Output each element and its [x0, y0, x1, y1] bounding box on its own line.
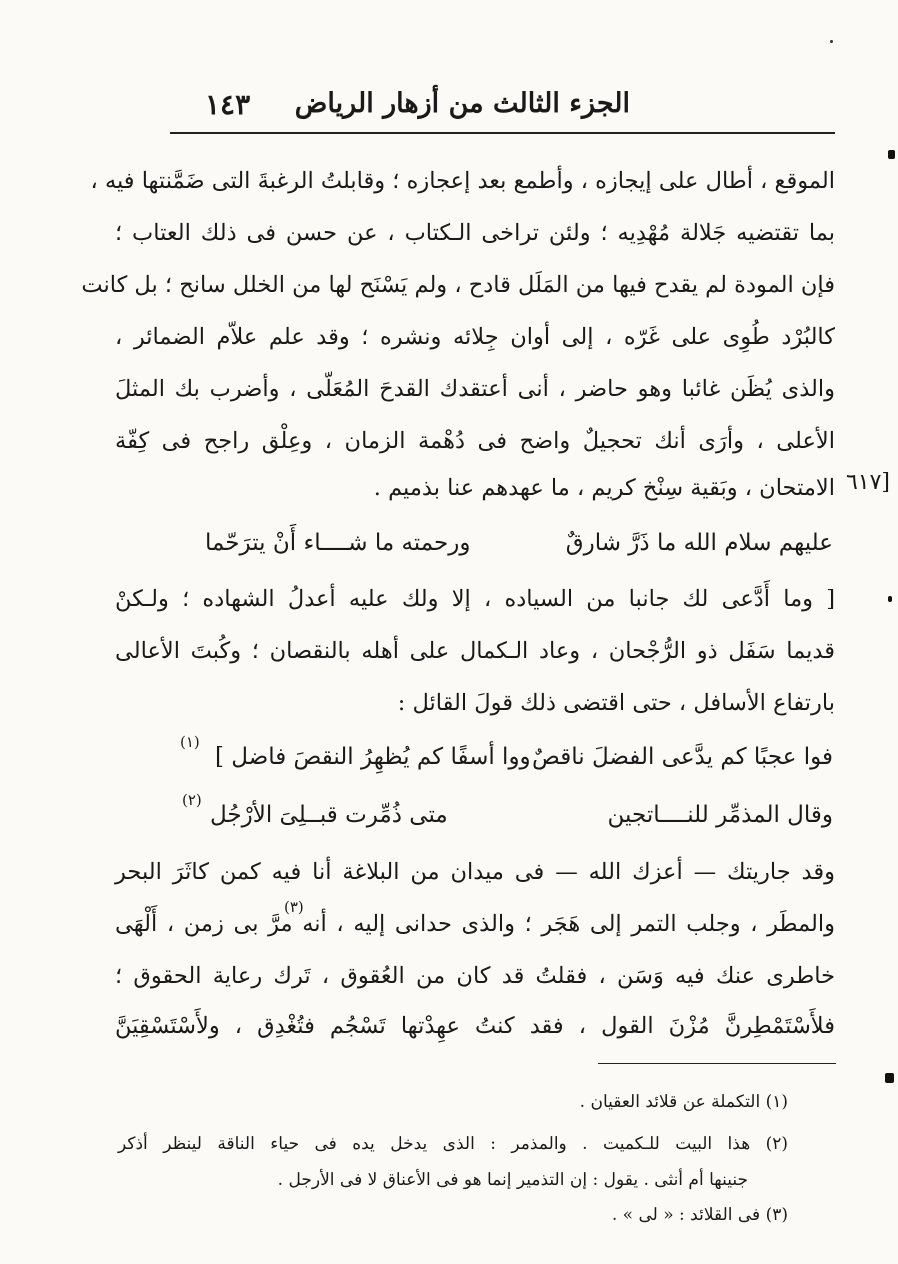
verse-3-right: وقال المذمِّر للنــــاتجين — [607, 802, 833, 828]
body-line: قديما سَفَل ذو الرُّجْحان ، وعاد الـكمال على أهله بالنقصان ؛ وكُبتَ الأعالى — [115, 638, 835, 664]
verse-1-right: عليهم سلام الله ما ذَرَّ شارقٌ — [565, 530, 833, 556]
body-line: وقد جاريتك — أعزك الله — فى ميدان من البلاغة أنا فيه كمن كاثَرَ البحر — [115, 859, 835, 885]
footnote-ref-1: (١) — [180, 733, 200, 751]
body-line: والذى يُظَن غائبا وهو حاضر ، أنى أعتقدك القدحَ المُعَلّى ، وأضرب بك المثلَ — [115, 376, 835, 402]
body-line: بارتفاع الأسافل ، حتى اقتضى ذلك قولَ القائل : — [397, 690, 835, 716]
body-line: خاطرى عنك فيه وَسَن ، فقلتُ قد كان من العُقوق ، تَرك رعاية الحقوق ؛ — [115, 963, 835, 989]
verse-3-left: متى ذُمِّرت قبــلِىَ الأرْجُل — [210, 802, 448, 828]
body-line: [ وما أَدَّعى لك جانبا من السياده ، إلا ولك عليه أعدلُ الشهاده ؛ ولـكنْ — [115, 586, 835, 612]
footnote-2-cont: جنينها أم أنثى . يقول : إن التذمير إنما هو فى الأعناق لا فى الأرجل . — [277, 1170, 748, 1190]
margin-bullet — [888, 596, 892, 602]
page-number: ١٤٣ — [205, 88, 251, 121]
margin-bullet — [885, 1073, 894, 1083]
stray-dot — [830, 40, 833, 43]
body-line: بما تقتضيه جَلالة مُهْدِيه ؛ ولئن تراخى الـكتاب ، عن حسن فى ذلك العتاب ؛ — [115, 220, 835, 246]
verse-2-left: ووا أسفًا كم يُظهِرُ النقصَ فاضل ] — [215, 744, 531, 770]
body-line: فإن المودة لم يقدح فيها من المَلَل قادح ، ولم يَسْنَح لها من الخلل سانح ؛ بل كانت — [81, 272, 835, 298]
verse-2-right: فوا عجبًا كم يدَّعى الفضلَ ناقصٌ — [532, 744, 833, 770]
verse-1-left: ورحمته ما شــــاء أَنْ يترَحّما — [205, 530, 471, 556]
body-line: فلأَسْتَمْطِرنَّ مُزْنَ القول ، فقد كنتُ عهِدْتها تَسْجُم فتُغْدِق ، ولأَسْتَسْقِيَنَّ — [115, 1013, 835, 1039]
body-line: الموقع ، أطال على إيجازه ، وأطمع بعد إعجازه ؛ وقابلتُ الرغبةَ التى ضَمَّنتها فيه ، — [90, 168, 835, 194]
footnote-rule — [598, 1063, 836, 1064]
footnote-1: (١) التكملة عن قلائد العقيان . — [579, 1092, 788, 1112]
body-line: كالبُرْد طُوِى على غَرّه ، إلى أوان جِلائه ونشره ؛ وقد علم علاّم الضمائر ، — [115, 324, 835, 350]
body-line: الأعلى ، وأرَى أنك تحجيلٌ واضح فى دُهْمة الزمان ، وعِلْق راجح فى كِفّة — [115, 428, 835, 454]
margin-page-marker: [٦١٧ — [845, 470, 890, 495]
footnote-ref-3: (٣) — [284, 898, 304, 916]
footnote-ref-2: (٢) — [182, 791, 202, 809]
page-header — [175, 84, 835, 128]
footnote-2: (٢) هذا البيت للـكميت . والمذمر : الذى يدخل يده فى حياء الناقة لينظر أذكر — [118, 1134, 788, 1154]
body-line: والمطَر ، وجلب التمر إلى هَجَر ؛ والذى حدانى إليه ، أنه مرَّ بى زمن ، أَلْهَى — [115, 911, 835, 937]
body-line: الامتحان ، وبَقية سِنْخ كريم ، ما عهدهم عنا بذميم . — [373, 475, 835, 501]
header-rule — [170, 132, 835, 134]
footnote-3: (٣) فى القلائد : « لى » . — [611, 1205, 788, 1225]
margin-bullet — [888, 150, 895, 159]
running-title: الجزء الثالث من أزهار الرياض — [294, 88, 630, 119]
